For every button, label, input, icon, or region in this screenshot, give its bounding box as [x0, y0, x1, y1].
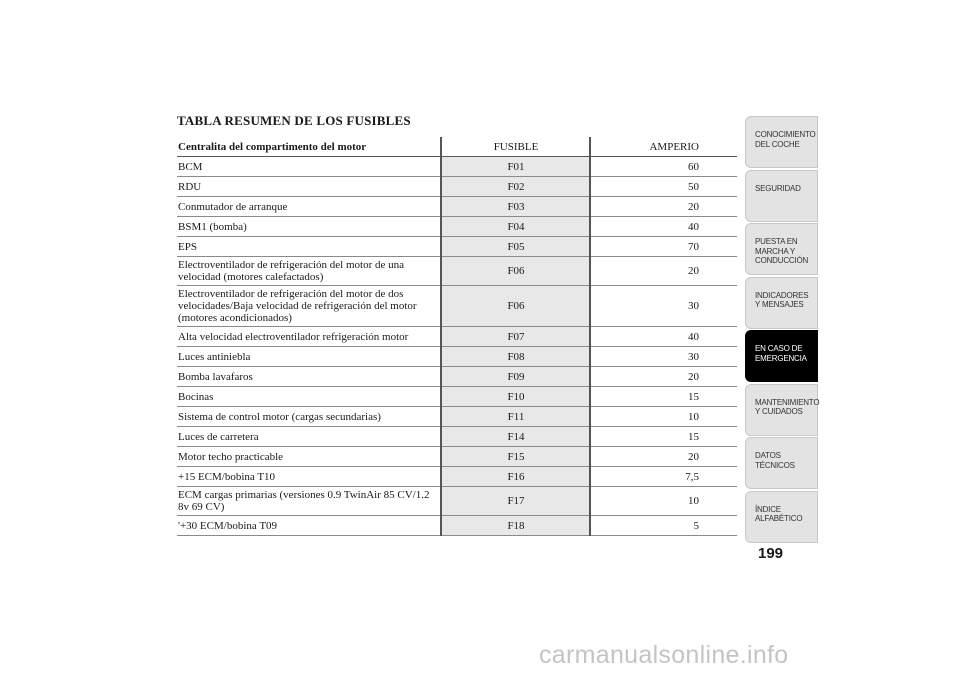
- sidebar-item-indice[interactable]: [745, 491, 818, 543]
- cell-ampere: 10: [590, 487, 737, 516]
- cell-fuse: F17: [441, 487, 590, 516]
- cell-fuse: F01: [441, 157, 590, 177]
- table-header-row: [177, 137, 737, 157]
- cell-fuse: F10: [441, 387, 590, 407]
- cell-fuse: F06: [441, 257, 590, 286]
- table-row: [177, 217, 737, 237]
- cell-description: Sistema de control motor (cargas secundarias): [177, 407, 441, 427]
- fuse-summary-table: [177, 137, 737, 536]
- watermark: carmanualsonline.info: [539, 641, 789, 669]
- cell-fuse: F07: [441, 327, 590, 347]
- sidebar-item-datos-tecnicos[interactable]: [745, 437, 818, 489]
- sidebar-item-indicadores[interactable]: [745, 277, 818, 329]
- cell-ampere: 40: [590, 217, 737, 237]
- cell-fuse: F09: [441, 367, 590, 387]
- cell-description: Motor techo practicable: [177, 447, 441, 467]
- sidebar-item-label: MANTENIMIENTO Y CUIDADOS: [755, 397, 820, 416]
- cell-ampere: 20: [590, 197, 737, 217]
- cell-ampere: 20: [590, 367, 737, 387]
- cell-ampere: 7,5: [590, 467, 737, 487]
- cell-fuse: F02: [441, 177, 590, 197]
- sidebar-item-label: CONOCIMIENTO DEL COCHE: [755, 130, 816, 149]
- table-row: [177, 237, 737, 257]
- cell-ampere: 60: [590, 157, 737, 177]
- cell-description: Alta velocidad electroventilador refrigeración motor: [177, 327, 441, 347]
- table-row: [177, 427, 737, 447]
- sidebar-item-label: INDICADORES Y MENSAJES: [755, 290, 809, 309]
- table-row: [177, 387, 737, 407]
- cell-ampere: 40: [590, 327, 737, 347]
- chapter-sidebar: [745, 116, 818, 544]
- cell-fuse: F16: [441, 467, 590, 487]
- cell-ampere: 15: [590, 427, 737, 447]
- table-row: [177, 327, 737, 347]
- sidebar-item-mantenimiento[interactable]: [745, 384, 818, 436]
- cell-ampere: 30: [590, 286, 737, 327]
- cell-description: Conmutador de arranque: [177, 197, 441, 217]
- table-row: [177, 516, 737, 536]
- cell-description: BSM1 (bomba): [177, 217, 441, 237]
- cell-description: Electroventilador de refrigeración del motor de dos velocidades/Baja velocidad de refrigeración del motor (motores acondicionados): [177, 286, 441, 327]
- cell-ampere: 50: [590, 177, 737, 197]
- cell-ampere: 70: [590, 237, 737, 257]
- table-row: [177, 197, 737, 217]
- table-row: [177, 467, 737, 487]
- cell-ampere: 5: [590, 516, 737, 536]
- table-row: [177, 447, 737, 467]
- sidebar-item-conocimiento[interactable]: [745, 116, 818, 168]
- cell-ampere: 30: [590, 347, 737, 367]
- sidebar-item-label: DATOS TÉCNICOS: [755, 451, 795, 470]
- cell-description: Bocinas: [177, 387, 441, 407]
- page-number: 199: [758, 545, 784, 562]
- sidebar-item-emergencia[interactable]: [745, 330, 818, 382]
- cell-fuse: F03: [441, 197, 590, 217]
- cell-description: Bomba lavafaros: [177, 367, 441, 387]
- sidebar-item-label: SEGURIDAD: [755, 183, 801, 193]
- sidebar-item-seguridad[interactable]: [745, 170, 818, 222]
- header-description: Centralita del compartimento del motor: [177, 137, 441, 157]
- table-row: [177, 157, 737, 177]
- cell-description: BCM: [177, 157, 441, 177]
- cell-fuse: F06: [441, 286, 590, 327]
- cell-ampere: 15: [590, 387, 737, 407]
- table-row: [177, 347, 737, 367]
- cell-fuse: F05: [441, 237, 590, 257]
- header-ampere: AMPERIO: [590, 137, 737, 157]
- sidebar-item-label: ÍNDICE ALFABÉTICO: [755, 504, 803, 523]
- sidebar-item-puesta-en-marcha[interactable]: [745, 223, 818, 275]
- cell-fuse: F11: [441, 407, 590, 427]
- cell-description: '+30 ECM/bobina T09: [177, 516, 441, 536]
- table-row: [177, 487, 737, 516]
- cell-fuse: F08: [441, 347, 590, 367]
- cell-description: ECM cargas primarias (versiones 0.9 TwinAir 85 CV/1.2 8v 69 CV): [177, 487, 441, 516]
- table-row: [177, 286, 737, 327]
- cell-description: Electroventilador de refrigeración del motor de una velocidad (motores calefactados): [177, 257, 441, 286]
- cell-description: +15 ECM/bobina T10: [177, 467, 441, 487]
- cell-ampere: 20: [590, 447, 737, 467]
- table-row: [177, 407, 737, 427]
- cell-fuse: F04: [441, 217, 590, 237]
- table-row: [177, 257, 737, 286]
- cell-fuse: F18: [441, 516, 590, 536]
- cell-ampere: 20: [590, 257, 737, 286]
- header-fuse: FUSIBLE: [441, 137, 590, 157]
- cell-fuse: F14: [441, 427, 590, 447]
- cell-description: Luces antiniebla: [177, 347, 441, 367]
- cell-description: RDU: [177, 177, 441, 197]
- sidebar-item-label: PUESTA EN MARCHA Y CONDUCCIÓN: [755, 237, 809, 265]
- table-row: [177, 367, 737, 387]
- table-row: [177, 177, 737, 197]
- cell-description: EPS: [177, 237, 441, 257]
- cell-ampere: 10: [590, 407, 737, 427]
- cell-description: Luces de carretera: [177, 427, 441, 447]
- page-title: TABLA RESUMEN DE LOS FUSIBLES: [177, 113, 411, 128]
- cell-fuse: F15: [441, 447, 590, 467]
- sidebar-item-label: EN CASO DE EMERGENCIA: [755, 344, 807, 363]
